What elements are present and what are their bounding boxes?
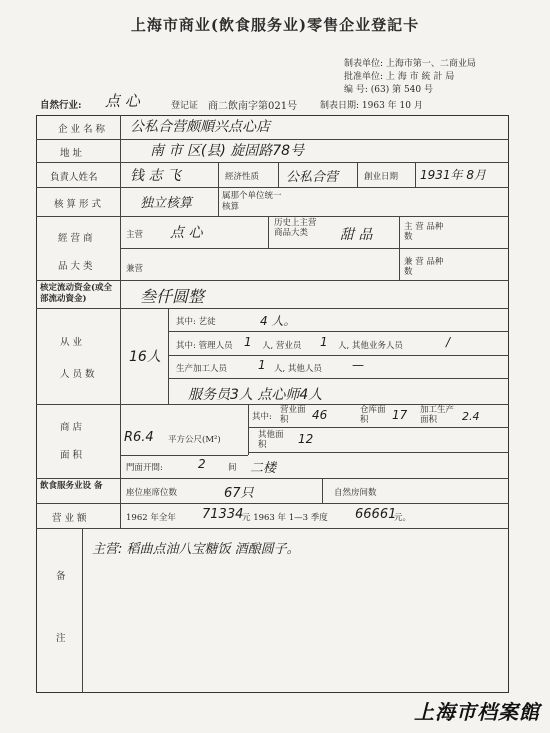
revenue-1963-value: 66661	[355, 507, 397, 522]
staff-divider	[168, 378, 509, 379]
nature-value: 公私合营	[286, 170, 339, 185]
other-area-label: 其他面积	[258, 430, 284, 450]
row-divider	[36, 528, 509, 529]
sales-label: 人, 营业员	[262, 341, 302, 351]
revenue-1962-label: 1962 年全年	[126, 513, 176, 523]
front-value: 2	[198, 457, 206, 471]
area-divider	[248, 452, 509, 453]
seats-label: 飲食服务业设 备	[40, 481, 103, 491]
enterprise-name-label: 企 业 名 称	[58, 124, 106, 135]
industry-value: 点 心	[105, 92, 140, 110]
admin-label: 其中: 管理人员	[176, 341, 233, 351]
scope-label-2: 品 大 类	[58, 261, 93, 272]
notes-column-divider	[82, 528, 83, 693]
area-of-label: 其中:	[252, 412, 272, 422]
notes-label-1: 备	[56, 571, 66, 582]
main-label: 主营	[126, 230, 144, 240]
address-value: 南 市 区(县) 旋固路78号	[150, 143, 305, 159]
seat-count-label: 座位座席位数	[126, 488, 178, 498]
row-divider	[36, 162, 509, 163]
revenue-1962-value: 71334	[202, 507, 244, 522]
reg-label: 登记证	[171, 101, 199, 111]
cell-divider	[357, 162, 358, 187]
storage-area-value: 17	[392, 408, 408, 422]
scope-divider	[120, 248, 509, 249]
manager-value: 钱 志 飞	[130, 168, 181, 184]
revenue-unit: 元。	[394, 513, 412, 523]
other-area-value: 12	[298, 432, 314, 446]
business-area-label: 营业面积	[280, 405, 306, 425]
staff-divider	[168, 355, 509, 356]
scope-label-1: 經 营 商	[58, 233, 93, 244]
side-count-label: 兼 营 品种数	[404, 257, 444, 277]
accounting-label: 核 算 形 式	[54, 199, 102, 210]
processing-area-label: 加工生产面积	[420, 405, 455, 425]
reg-number: 商二飲南字第021号	[208, 101, 298, 112]
staff-label-2: 人 员 数	[60, 369, 95, 380]
card-title: 上海市商业(飲食服务业)零售企业登記卡	[130, 16, 420, 34]
founded-label: 創业日期	[364, 172, 399, 182]
industry-label: 自然行业:	[40, 100, 82, 111]
form-number: 编 号: (63) 第 540 号	[344, 85, 433, 95]
area-total: R6.4	[124, 430, 154, 445]
prod-other-label: 人, 其他人员	[274, 364, 322, 374]
capital-value: 叁仟圆整	[140, 287, 205, 306]
cell-divider	[278, 162, 279, 187]
row-divider	[36, 280, 509, 281]
production-staff-label: 生产加工人员	[176, 364, 228, 374]
staff-note: 服务员3人 点心师4人	[188, 387, 323, 403]
archive-watermark: 上海市档案館	[414, 700, 540, 724]
staff-divider	[168, 331, 509, 332]
floors-label: 间	[228, 463, 237, 473]
cell-divider	[415, 162, 416, 187]
admin-value: 1	[244, 335, 252, 349]
row-divider	[36, 216, 509, 217]
cell-divider	[399, 216, 400, 280]
sales-value: 1	[320, 335, 328, 349]
revenue-1963-label: 元 1963 年 1—3 季度	[242, 513, 328, 523]
cell-divider	[218, 162, 219, 216]
row-divider	[36, 308, 509, 309]
notes-value: 主营: 稻曲点油八宝糖饭 酒酿圆子。	[92, 542, 300, 557]
maker-unit: 制表单位: 上海市第一、二商业局	[344, 59, 476, 69]
prod-other-value: —	[352, 358, 364, 372]
manager-label: 負責人姓名	[50, 172, 98, 183]
revenue-label: 营 业 额	[52, 513, 87, 524]
cell-divider	[268, 216, 269, 248]
artisan-value: 4 人。	[260, 314, 296, 328]
area-divider	[248, 404, 249, 455]
floors-value: 二楼	[250, 461, 277, 476]
row-divider	[36, 503, 509, 504]
main-value: 点 心	[170, 225, 203, 241]
label-column-divider	[120, 115, 121, 528]
business-area-value: 46	[312, 408, 328, 422]
area-label-2: 面 积	[60, 450, 83, 461]
address-label: 地 址	[60, 148, 83, 159]
form-date: 制表日期: 1963 年 10 月	[320, 101, 423, 111]
nature-label: 經济性质	[225, 172, 260, 182]
area-unit: 平方公尺(M²)	[168, 435, 221, 445]
production-staff-value: 1	[258, 358, 266, 372]
area-divider	[120, 455, 248, 456]
history-label: 历史上主营商品大类	[274, 218, 317, 238]
history-value: 甜 品	[340, 227, 373, 243]
other-staff-value: /	[446, 335, 451, 349]
accounting-value: 独立核算	[140, 196, 193, 211]
cell-divider	[322, 478, 323, 503]
artisan-label: 其中: 艺徒	[176, 317, 216, 327]
front-label: 門面开間:	[126, 463, 163, 473]
founded-value: 1931年 8月	[420, 168, 486, 182]
rooms-label: 自然房间数	[334, 488, 377, 498]
capital-label: 核定流动资金(或全部流动資金)	[40, 283, 113, 304]
processing-area-value: 2.4	[462, 410, 480, 423]
staff-total-divider	[168, 308, 169, 404]
main-count-label: 主 营 品种数	[404, 222, 444, 242]
accounting-note: 属那个单位统一核算	[222, 191, 282, 212]
row-divider	[36, 478, 509, 479]
enterprise-name-value: 公私合营颇順兴点心店	[130, 119, 270, 135]
notes-label-2: 注	[56, 633, 66, 644]
staff-label-1: 从 业	[60, 337, 83, 348]
seat-count-value: 67只	[224, 486, 254, 501]
storage-area-label: 仓库面积	[360, 405, 386, 425]
staff-total: 16人	[129, 349, 161, 365]
approver-unit: 批准单位: 上 海 市 統 計 局	[344, 72, 455, 82]
other-staff-label: 人, 其他业务人员	[338, 341, 403, 351]
area-divider	[248, 427, 509, 428]
side-label: 兼营	[126, 264, 144, 274]
row-divider	[36, 187, 509, 188]
area-label-1: 商 店	[60, 422, 83, 433]
